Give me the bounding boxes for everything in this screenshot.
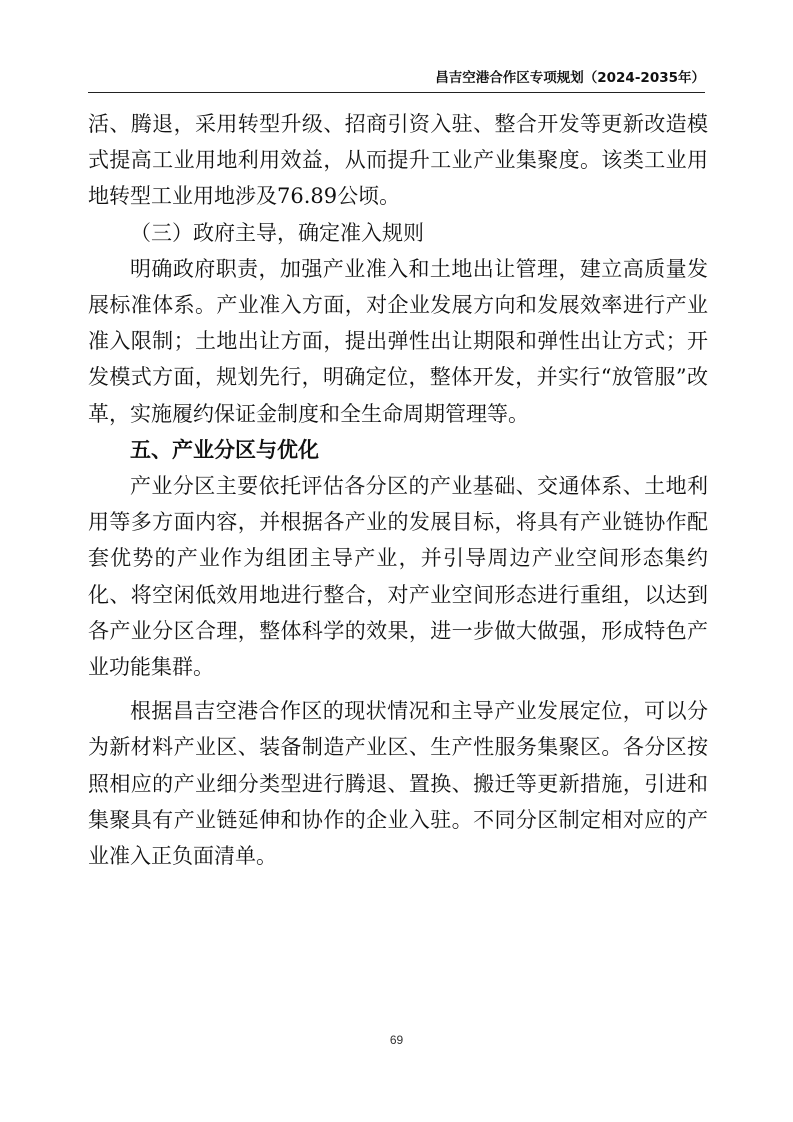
paragraph-zoning: 产业分区主要依托评估各分区的产业基础、交通体系、土地利用等多方面内容，并根据各产业的发展目标，将具有产业链协作配套优势的产业作为组团主导产业，并引导周边产业空间形态集约化、将空闲低效用地进行整合，对产业空间形态进行重组，以达到各产业分区合理，整体科学的效果，进一步做大做强，形成特色产业功能集群。 [88,474,708,680]
document-body [88,106,708,874]
page-number: 69 [389,1033,404,1047]
paragraph-government: 明确政府职责，加强产业准入和土地出让管理，建立高质量发展标准体系。产业准入方面，对企业发展方向和发展效率进行产业准入限制；土地出让方面，提出弹性出让期限和弹性出让方式；开发模式方面，规划先行，明确定位，整体开发，并实行“放管服”改革，实施履约保证金制度和全生命周期管理等。 [88,256,708,426]
section-heading: 五、产业分区与优化 [130,437,319,462]
header-title: 昌吉空港合作区专项规划（2024-2035年） [435,70,705,86]
paragraph-zones-list: 根据昌吉空港合作区的现状情况和主导产业发展定位，可以分为新材料产业区、装备制造产业区、生产性服务集聚区。各分区按照相应的产业细分类型进行腾退、置换、搬迁等更新措施，引进和集聚具有产业链延伸和协作的企业入驻。不同分区制定相对应的产业准入正负面清单。 [88,699,708,869]
subsection-heading: （三）政府主导，确定准入规则 [130,220,424,245]
paragraph-continued: 活、腾退，采用转型升级、招商引资入驻、整合开发等更新改造模式提高工业用地利用效益，从而提升工业产业集聚度。该类工业用地转型工业用地涉及76.89公顷。 [88,112,708,209]
page-header [88,64,705,93]
